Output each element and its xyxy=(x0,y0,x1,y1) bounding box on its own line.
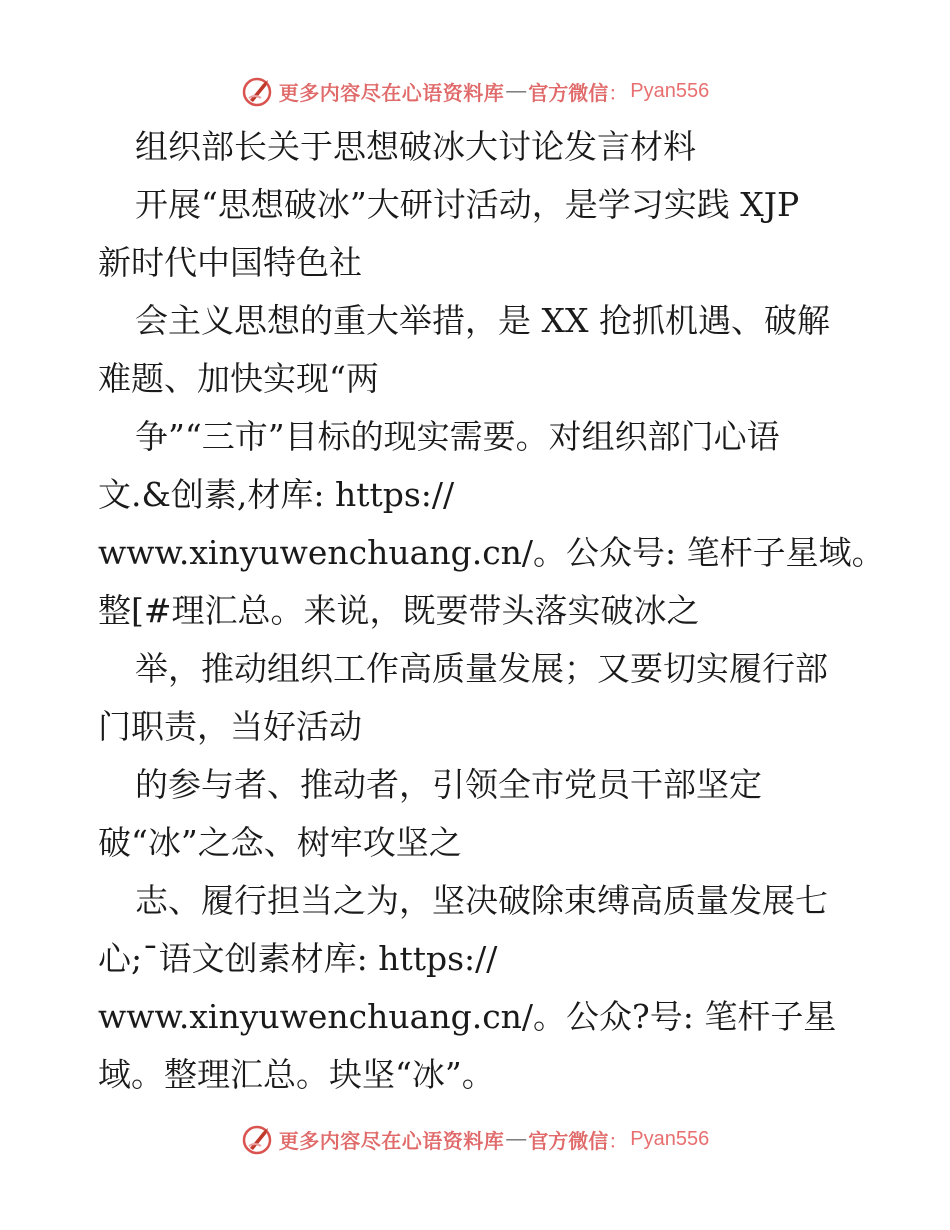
text-line: 破“冰”之念、树牢攻坚之 xyxy=(98,823,462,862)
text-line: 争”“三市”目标的现实需要。对组织部门心语 xyxy=(135,417,780,456)
banner-official-label: 官方微信 xyxy=(528,1130,609,1153)
text-line: 志、履行担当之为，坚决破除束缚高质量发展七 xyxy=(135,881,828,920)
text-line: 域。整理汇总。块坚“冰”。 xyxy=(98,1055,495,1094)
banner-official-label: 官方微信 xyxy=(528,82,609,105)
text-line: 难题、加快实现“两 xyxy=(98,359,379,398)
text-line: www.xinyuwenchuang.cn/。公众?号: 笔杆子星 xyxy=(98,997,837,1036)
text-line: 文.&创素,材库: https:// xyxy=(98,475,455,514)
text-line: 组织部长关于思想破冰大讨论发言材料 xyxy=(135,127,696,166)
pen-logo-icon xyxy=(241,74,275,108)
text-line: 开展“思想破冰”大研讨活动，是学习实践 XJP xyxy=(135,185,800,224)
text-line: 会主义思想的重大举措，是 XX 抢抓机遇、破解 xyxy=(135,301,830,340)
text-line: 门职责，当好活动 xyxy=(98,707,362,746)
text-line: 心;¯语文创素材库: https:// xyxy=(98,939,498,978)
banner-separator: — xyxy=(506,79,527,102)
text-line: 新时代中国特色社 xyxy=(98,243,362,282)
pen-logo-icon xyxy=(241,1122,275,1156)
banner-wechat-id: Pyan556 xyxy=(630,79,710,102)
banner-colon: ： xyxy=(608,82,629,105)
text-line: 的参与者、推动者，引领全市党员干部坚定 xyxy=(135,765,762,804)
banner-separator: — xyxy=(506,1127,527,1150)
banner-text: 更多内容尽在心语资料库 xyxy=(278,82,505,105)
banner-wechat-id: Pyan556 xyxy=(630,1127,710,1150)
text-line: www.xinyuwenchuang.cn/。公众号: 笔杆子星域。 xyxy=(98,533,885,572)
banner-text: 更多内容尽在心语资料库 xyxy=(278,1130,505,1153)
text-line: 举，推动组织工作高质量发展；又要切实履行部 xyxy=(135,649,828,688)
header-banner xyxy=(0,71,950,111)
document-body xyxy=(98,118,885,1104)
text-line: 整[#理汇总。来说，既要带头落实破冰之 xyxy=(98,591,700,630)
banner-colon: ： xyxy=(608,1130,629,1153)
footer-banner xyxy=(0,1119,950,1159)
